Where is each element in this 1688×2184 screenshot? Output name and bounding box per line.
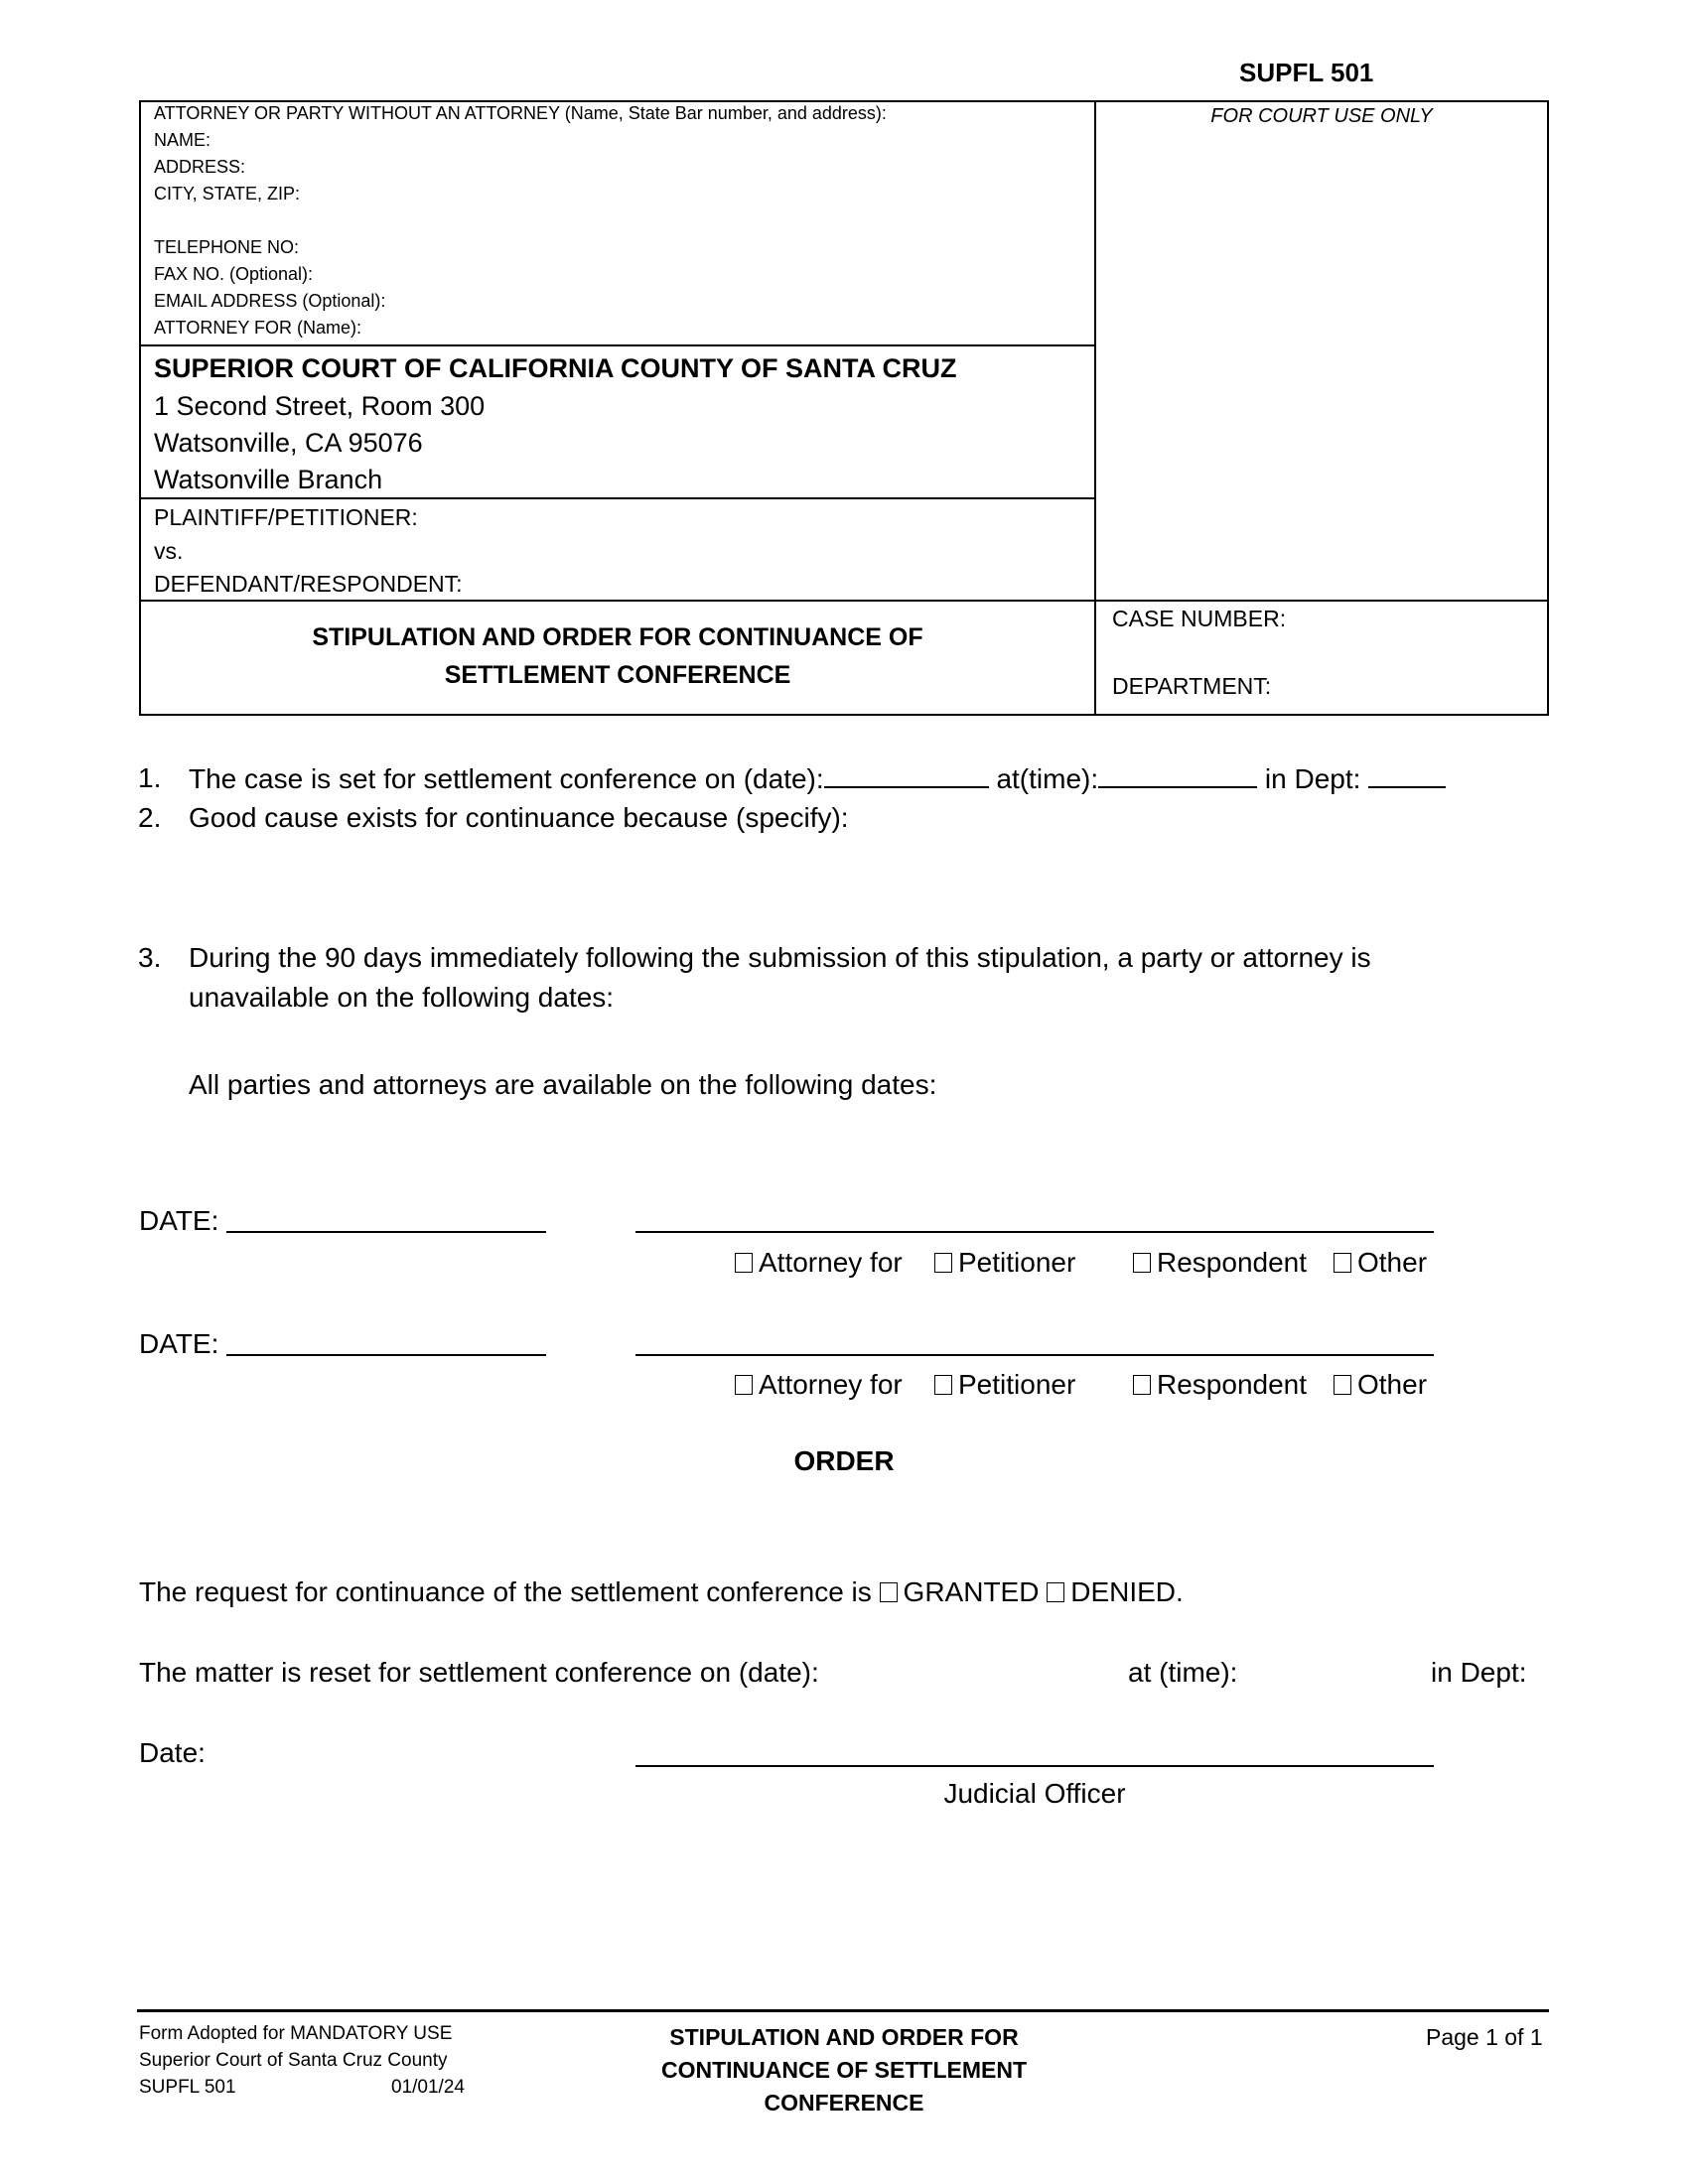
sig1-date-input[interactable] [226,1231,546,1233]
footer-title-line1: STIPULATION AND ORDER FOR [669,2024,1019,2050]
item1-text: The case is set for settlement conference on (date): [189,763,824,794]
item1-dept-input[interactable] [1368,758,1446,788]
sig2-petitioner-checkbox[interactable] [934,1375,952,1395]
court-branch: Watsonville Branch [154,465,383,494]
attorney-heading: ATTORNEY OR PARTY WITHOUT AN ATTORNEY (Name, State Bar number, and address): [154,103,887,123]
sig1-other-checkbox[interactable] [1334,1253,1351,1273]
judicial-officer-signature-line[interactable] [635,1765,1434,1767]
sig1-attorney-for[interactable] [735,1243,903,1283]
sig2-respondent[interactable] [1133,1365,1307,1405]
granted-label: GRANTED [903,1576,1040,1607]
court-street: 1 Second Street, Room 300 [154,391,486,421]
item1-dept-label: in Dept: [1264,763,1361,794]
sig1-respondent-checkbox[interactable] [1133,1253,1151,1273]
document-title-line2: SETTLEMENT CONFERENCE [444,661,791,689]
sig1-petitioner-label: Petitioner [958,1247,1076,1278]
court-name: SUPERIOR COURT OF CALIFORNIA COUNTY OF SANTA CRUZ [154,353,957,383]
court-city: Watsonville, CA 95076 [154,428,423,458]
denied-checkbox[interactable] [1047,1582,1064,1602]
attorney-telephone-field[interactable]: TELEPHONE NO: [154,237,300,257]
sig2-other-label: Other [1357,1369,1428,1400]
attorney-name-field[interactable]: NAME: [154,130,211,150]
sig2-date-label: DATE: [139,1328,219,1359]
sig1-respondent-label: Respondent [1157,1247,1308,1278]
department-field[interactable]: DEPARTMENT: [1112,673,1272,699]
plaintiff-field[interactable]: PLAINTIFF/PETITIONER: [154,504,418,530]
item1-time-input[interactable] [1098,758,1257,788]
document-title [141,618,1094,694]
case-number-field[interactable]: CASE NUMBER: [1112,606,1287,631]
item3-number: 3. [138,942,162,973]
sig2-other-checkbox[interactable] [1334,1375,1351,1395]
divider-attorney-court [139,344,1096,346]
attorney-fax-field[interactable]: FAX NO. (Optional): [154,264,314,284]
sig1-attorney-label: Attorney for [759,1247,903,1278]
sig2-petitioner[interactable] [934,1365,1075,1405]
caption-vertical-divider [1094,100,1096,716]
vs-label: vs. [154,538,184,564]
sig2-attorney-checkbox[interactable] [735,1375,753,1395]
document-title-line1: STIPULATION AND ORDER FOR CONTINUANCE OF [312,623,923,651]
item1-number: 1. [138,762,162,793]
item1-row [189,758,1446,799]
item3-line1: During the 90 days immediately following the submission of this stipulation, a party or attorney is [189,942,1371,973]
reset-dept-label: in Dept: [1431,1657,1527,1688]
reset-time-label: at (time): [1128,1657,1238,1688]
item2-number: 2. [138,802,162,833]
attorney-city-field[interactable]: CITY, STATE, ZIP: [154,184,301,204]
footer-rule [137,2009,1549,2012]
footer-title-line2: CONTINUANCE OF SETTLEMENT [661,2057,1027,2083]
sig1-petitioner-checkbox[interactable] [934,1253,952,1273]
sig1-date-label: DATE: [139,1205,219,1236]
footer-court: Superior Court of Santa Cruz County [139,2050,448,2071]
footer-form-date: 01/01/24 [391,2077,465,2098]
attorney-email-field[interactable]: EMAIL ADDRESS (Optional): [154,291,386,311]
sig1-other[interactable] [1334,1243,1427,1283]
sig1-respondent[interactable] [1133,1243,1307,1283]
sig2-date-input[interactable] [226,1354,546,1356]
footer-form-code: SUPFL 501 [139,2077,236,2098]
judicial-officer-label: Judicial Officer [943,1778,1126,1809]
footer-title [635,2021,1053,2119]
item3-line2: unavailable on the following dates: [189,982,615,1013]
item1-time-label: at(time): [996,763,1099,794]
item1-date-input[interactable] [824,758,989,788]
sig1-petitioner[interactable] [934,1243,1075,1283]
sig2-attorney-label: Attorney for [759,1369,903,1400]
order-heading: ORDER [793,1445,895,1476]
footer-page-number: Page 1 of 1 [1426,2024,1543,2050]
sig1-signature-line[interactable] [635,1231,1434,1233]
sig2-respondent-checkbox[interactable] [1133,1375,1151,1395]
attorney-for-field[interactable]: ATTORNEY FOR (Name): [154,318,362,338]
footer-title-line3: CONFERENCE [764,2090,924,2116]
granted-checkbox[interactable] [880,1582,898,1602]
denied-label: DENIED. [1070,1576,1184,1607]
sig2-respondent-label: Respondent [1157,1369,1308,1400]
sig2-petitioner-label: Petitioner [958,1369,1076,1400]
sig1-attorney-checkbox[interactable] [735,1253,753,1273]
footer-adopted: Form Adopted for MANDATORY USE [139,2023,453,2044]
court-use-only-label: FOR COURT USE ONLY [1210,105,1433,127]
order-request-text: The request for continuance of the settlement conference is [139,1576,872,1607]
item2-reason-input[interactable] [189,842,1539,941]
sig2-signature-line[interactable] [635,1354,1434,1356]
reset-date-label: The matter is reset for settlement conference on (date): [139,1657,819,1688]
sig2-attorney-for[interactable] [735,1365,903,1405]
form-code: SUPFL 501 [1239,58,1374,87]
item2-text: Good cause exists for continuance because (specify): [189,802,849,833]
available-dates-text: All parties and attorneys are available on the following dates: [189,1069,937,1100]
order-request-row [139,1572,1184,1612]
sig2-other[interactable] [1334,1365,1427,1405]
attorney-address-field[interactable]: ADDRESS: [154,157,246,177]
order-date-label: Date: [139,1737,206,1768]
sig1-other-label: Other [1357,1247,1428,1278]
defendant-field[interactable]: DEFENDANT/RESPONDENT: [154,571,463,597]
